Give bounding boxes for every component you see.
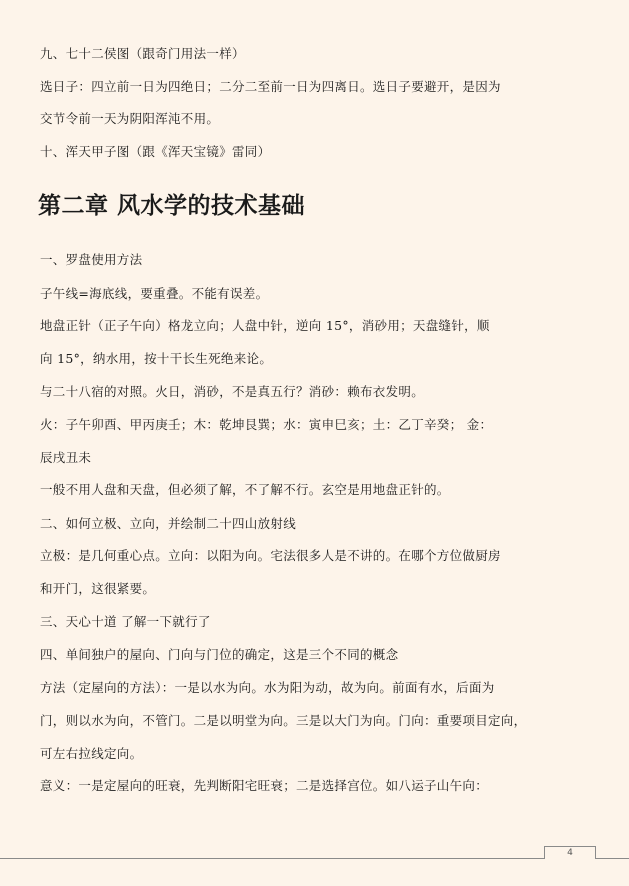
paragraph-line: 与二十八宿的对照。火日，消砂，不是真五行？消砂：赖布衣发明。 [40,384,425,399]
paragraph-line: 一般不用人盘和天盘，但必须了解，不了解不行。玄空是用地盘正针的。 [40,482,450,497]
subsection-title: 三、天心十道 了解一下就行了 [40,614,211,629]
paragraph-line: 地盘正针（正子午向）格龙立向；人盘中针，逆向 15°，消砂用；天盘缝针，顺 [40,318,490,333]
section-9-title: 九、七十二侯图（跟奇门用法一样） [40,46,245,61]
subsection-title: 四、单间独户的屋向、门向与门位的确定，这是三个不同的概念 [40,647,399,662]
paragraph-line: 和开门，这很紧要。 [40,581,156,596]
subsection-title: 二、如何立极、立向，并绘制二十四山放射线 [40,516,297,531]
paragraph-line: 子午线=海底线，要重叠。不能有误差。 [40,286,269,301]
section-10-title: 十、浑天甲子图（跟《浑天宝镜》雷同） [40,144,271,159]
chapter-heading: 第二章 风水学的技术基础 [38,193,306,219]
paragraph-line: 向 15°，纳水用，按十干长生死绝来论。 [40,351,273,366]
paragraph-line: 方法（定屋向的方法）：一是以水为向。水为阳为动，故为向。前面有水，后面为 [40,680,495,695]
page-number: 4 [544,846,596,859]
paragraph-line: 意义：一是定屋向的旺衰，先判断阳宅旺衰；二是选择宫位。如八运子山午向： [40,778,489,793]
paragraph-line: 门，则以水为向，不管门。二是以明堂为向。三是以大门为向。门向：重要项目定向， [40,713,527,728]
paragraph-line: 交节令前一天为阴阳浑沌不用。 [40,111,220,126]
paragraph-line: 火：子午卯酉、甲丙庚壬；木：乾坤艮巽；水：寅申巳亥；土：乙丁辛癸； 金： [40,417,493,432]
footer-rule [0,858,629,859]
paragraph-line: 选日子：四立前一日为四绝日；二分二至前一日为四离日。选日子要避开，是因为 [40,79,501,94]
subsection-title: 一、罗盘使用方法 [40,252,143,267]
paragraph-line: 辰戌丑未 [40,450,92,465]
paragraph-line: 立极：是几何重心点。立向：以阳为向。宅法很多人是不讲的。在哪个方位做厨房 [40,548,501,563]
paragraph-line: 可左右拉线定向。 [40,746,143,761]
